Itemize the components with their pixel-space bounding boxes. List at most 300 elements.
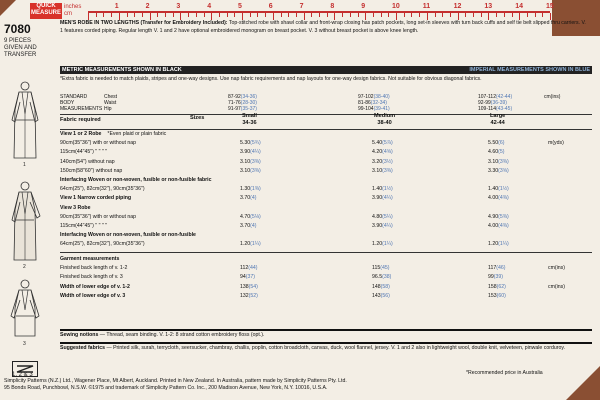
ruler-tick [165, 13, 166, 17]
size-small-range: 34-36 [242, 120, 257, 126]
ruler-tick [427, 13, 428, 20]
imperial-value: (3½) [382, 158, 393, 165]
value-cell [372, 293, 390, 300]
ruler-tick [250, 13, 251, 17]
unit-label: cm(ins) [548, 283, 566, 290]
figure-label-1: 1 [23, 162, 26, 168]
sewing-notions-text: — Thread, seam binding. V. 1-2: 8 strand cotton embroidery floss (opt.). [99, 332, 265, 338]
metric-value: 148 [372, 283, 381, 290]
value-cell [240, 241, 261, 248]
badge-bottom-text: MEASURE [30, 10, 61, 16]
pieces-line-1: 9 PIECES [4, 38, 32, 44]
metric-value: 3.90 [372, 223, 383, 229]
ruler-tick [304, 13, 305, 20]
value-cell [240, 195, 256, 202]
ruler-tick [358, 13, 359, 17]
value-cell [372, 223, 393, 230]
value-cell [372, 214, 393, 221]
suggested-fabrics-label: Suggested fabrics [60, 345, 105, 351]
bm-small-column [228, 94, 257, 113]
metric-value: 1.40 [488, 186, 499, 193]
ruler-tick [219, 13, 220, 17]
imperial-value: (58) [380, 283, 390, 290]
footer-price-note: *Recommended price in Australia [466, 370, 543, 376]
row-label-text: View 1 or 2 Robe [60, 131, 102, 137]
metric-value: 112 [240, 265, 249, 272]
value-cell [372, 274, 391, 281]
row-label-text: Interfacing Woven or non-woven, fusible or non-fusible fabric [60, 177, 212, 183]
imperial-value: (1⅜) [250, 186, 261, 193]
description [60, 20, 588, 35]
row-label [60, 241, 145, 248]
metric-value: 3.70 [240, 223, 251, 229]
row-label [60, 205, 90, 212]
metric-value: 4.90 [488, 213, 499, 220]
ruler-tick [196, 13, 197, 17]
pieces-info [4, 38, 37, 59]
measurement-bar [60, 66, 592, 74]
ruler-tick [311, 13, 312, 17]
imperial-value: (38) [382, 274, 392, 281]
imperial-value: (56) [380, 292, 390, 299]
ruler-tick [450, 13, 451, 17]
bm-medium-chest: 97-102 [358, 94, 374, 100]
value-cell [372, 284, 390, 291]
ruler-tick [473, 13, 474, 17]
imperial-value: (4¼) [250, 149, 261, 156]
separator-fabric-top [60, 129, 592, 130]
metric-value: 1.40 [372, 186, 383, 193]
ruler-tick [512, 13, 513, 17]
ruler-tick [535, 13, 536, 17]
metric-value: 94 [240, 274, 246, 281]
ruler-tick [550, 13, 551, 20]
ruler-tick [458, 13, 459, 20]
value-cell [488, 223, 509, 230]
ruler-tick [281, 13, 282, 17]
imperial-value: (4¼) [382, 223, 393, 229]
torn-corner-bottom-right [566, 366, 600, 400]
row-label-text: 90cm(35"36") with or without nap [60, 140, 137, 147]
bm-label-1: STANDARD [60, 94, 88, 100]
ruler-tick [150, 13, 151, 20]
value-cell [488, 293, 506, 300]
ruler-tick [157, 13, 158, 17]
ruler-tick [180, 13, 181, 20]
value-cell [488, 159, 509, 166]
imperial-value: (5⅛) [250, 213, 261, 220]
ruler-number: 15 [546, 3, 554, 10]
value-cell [240, 265, 258, 272]
imperial-value: (45) [380, 265, 390, 272]
metric-value: 117 [488, 265, 497, 272]
ruler-tick [134, 13, 135, 17]
bm-large-hip-in: (43-45) [495, 106, 513, 113]
row-label-text: 90cm(35"36") with or without nap [60, 213, 137, 220]
ruler-tick [103, 13, 104, 17]
imperial-value: (3⅜) [382, 167, 393, 174]
row-label-text: 64cm(25"), 82cm(32"), 90cm(35"36") [60, 241, 145, 248]
bm-large-chest-in: (42-44) [495, 94, 513, 100]
ruler-number: 12 [453, 3, 462, 10]
value-cell [240, 293, 258, 300]
metric-value: 3.10 [240, 167, 251, 174]
body-measurement-rows [104, 94, 117, 113]
metric-value: 5.30 [240, 140, 251, 147]
unit-label: m(yds) [548, 140, 564, 147]
ruler-tick [88, 13, 89, 20]
row-label [60, 149, 107, 156]
pieces-line-3: TRANSFER [4, 52, 37, 58]
imperial-value: (3⅜) [498, 158, 509, 165]
imperial-value: (4⅜) [498, 223, 509, 229]
bm-unit: cm(ins) [544, 94, 561, 100]
ruler-tick [227, 13, 228, 17]
ruler-tick [527, 13, 528, 17]
metric-value: 4.00 [488, 195, 499, 202]
bm-large-waist-in: (36-39) [490, 100, 507, 107]
imperial-value: (5¼) [382, 213, 393, 220]
value-cell [240, 140, 261, 147]
imperial-value: (1½) [498, 186, 509, 193]
value-cell [240, 214, 261, 221]
value-cell [488, 195, 509, 202]
bm-row-hip: Hip [104, 106, 112, 113]
ruler-tick [296, 13, 297, 17]
ruler-tick [350, 13, 351, 17]
separator-notions [60, 329, 592, 331]
separator-sizes [60, 114, 592, 115]
value-cell [372, 149, 393, 156]
bm-small-waist: 71-76 [228, 100, 241, 107]
size-large-header [490, 113, 505, 127]
ruler-tick [327, 13, 328, 17]
value-cell [488, 214, 509, 221]
value-cell [372, 195, 393, 202]
imperial-value: (1¼) [250, 241, 261, 248]
row-label-text: 115cm(44"45") " " " " [60, 149, 107, 156]
imperial-value: (39) [493, 274, 504, 281]
value-cell [240, 274, 255, 281]
imperial-value: (4¼) [382, 195, 393, 202]
bm-large-chest: 107-112 [478, 94, 496, 100]
value-cell [240, 168, 261, 175]
value-cell [372, 265, 390, 272]
size-medium-name: Medium [374, 113, 396, 119]
value-cell [372, 140, 393, 147]
row-label-text: View 3 Robe [60, 204, 91, 211]
ruler-tick [142, 13, 143, 17]
row-label [60, 168, 122, 175]
metric-value: 99 [488, 274, 494, 281]
value-cell [372, 241, 393, 248]
metric-value: 115 [372, 265, 381, 272]
ruler-number: 2 [145, 3, 150, 10]
ruler-number: 1 [114, 3, 119, 10]
ruler-tick [404, 13, 405, 17]
metric-value: 96.5 [372, 274, 383, 281]
value-cell [488, 149, 504, 156]
metric-value: 1.30 [240, 186, 251, 193]
bm-medium-column [358, 94, 390, 113]
ruler-tick [242, 13, 243, 20]
metric-value: 3.90 [240, 149, 251, 156]
metric-value: 5.50 [488, 140, 499, 147]
row-label [60, 177, 212, 184]
value-cell [488, 168, 509, 175]
measuring-ruler [30, 3, 552, 21]
ruler-units-cm: cm [64, 11, 72, 17]
bm-large-column [478, 94, 512, 113]
imperial-value: (62) [496, 283, 506, 290]
value-cell [488, 241, 509, 248]
row-label [60, 159, 115, 166]
ruler-tick [381, 13, 382, 17]
ruler-units [64, 4, 81, 18]
imperial-value: (4) [250, 195, 257, 202]
figure-label-2: 2 [23, 264, 26, 270]
imperial-value: (5) [498, 149, 505, 156]
ruler-tick [288, 13, 289, 17]
bm-medium-chest-in: (38-40) [373, 94, 390, 100]
ruler-tick [388, 13, 389, 17]
suggested-fabrics-text: — Printed silk, surah, terrycloth, seersucker, chambray, challis, poplin, cotton broadcloth, canvas, duck, wool flannel, jersey. V. 1 and 2 also in lightweight wool, double knit, velveteen, pinwale corduroy. [106, 345, 565, 351]
metric-value: 3.10 [372, 167, 383, 174]
ruler-tick [519, 13, 520, 20]
bm-small-chest-in: (34-36) [240, 94, 257, 100]
metric-value: 1.20 [372, 241, 383, 248]
size-large-range: 42-44 [490, 120, 505, 126]
imperial-value: (6) [498, 140, 505, 147]
ruler-tick [96, 13, 97, 17]
row-label [60, 284, 130, 291]
ruler-number: 5 [238, 3, 242, 10]
value-cell [372, 159, 393, 166]
bm-row-waist: Waist [104, 100, 117, 107]
ruler-tick [411, 13, 412, 17]
value-cell [488, 284, 506, 291]
imperial-value: (54) [248, 283, 258, 290]
metric-value: 3.20 [372, 158, 383, 165]
value-cell [372, 168, 393, 175]
row-label [60, 223, 107, 230]
value-cell [372, 186, 393, 193]
imperial-value: (5¾) [250, 140, 261, 147]
imperial-value: (3⅜) [250, 158, 261, 165]
metric-value: 1.20 [240, 241, 251, 248]
ruler-units-inches: inches [64, 4, 82, 10]
metric-value: 1.20 [488, 241, 499, 248]
ruler-tick [342, 13, 343, 17]
ruler-tick [204, 13, 205, 17]
imperial-value: (4) [250, 223, 257, 229]
ruler-tick [265, 13, 266, 17]
row-label [60, 293, 125, 300]
imperial-value: (46) [496, 265, 506, 272]
sewing-notions-label: Sewing notions [60, 332, 99, 338]
row-label [60, 265, 127, 272]
row-label [60, 131, 166, 138]
robe-figure-2 [8, 180, 44, 264]
ruler-tick [111, 13, 112, 17]
size-small-name: Small [242, 113, 257, 119]
row-label-text: 150cm(58"60") without nap [60, 167, 123, 174]
imperial-value: (37) [245, 274, 256, 281]
row-label-text: 115cm(44"45") " " " " [60, 223, 107, 229]
robe-figure-3 [8, 278, 44, 340]
value-cell [240, 186, 261, 193]
imperial-value: (1¼) [498, 241, 509, 248]
value-cell [488, 274, 503, 281]
row-label [60, 214, 136, 221]
ruler-tick [127, 13, 128, 17]
imperial-value: (4⅝) [382, 149, 393, 156]
ruler-number: 9 [361, 3, 366, 10]
bm-medium-waist: 81-86 [358, 100, 371, 107]
metric-value: 138 [240, 283, 249, 290]
bm-medium-waist-in: (32-34) [370, 100, 387, 107]
badge-top-text: QUICK [36, 3, 56, 9]
fabric-note: *Extra fabric is needed to match plaids, stripes and one-way designs. Use nap fabric requirements and nap layouts for one-way design fabrics. Not suitable for obvious diagonal fabrics. [60, 76, 482, 82]
value-cell [488, 140, 504, 147]
ruler-tick [465, 13, 466, 17]
footer-line-1: Simplicity Patterns (N.Z.) Ltd., Wagener Place, Mt Albert, Auckland. Printed in New Zealand. In Australia, pattern made by Simplicity Patterns Pty. Ltd. [4, 378, 347, 384]
size-medium-range: 38-40 [377, 120, 392, 126]
imperial-value: (52) [248, 292, 258, 299]
metric-value: 132 [240, 292, 249, 299]
footer-publisher [4, 378, 444, 391]
ruler-tick [257, 13, 258, 17]
row-label-text: Finished back length of v. 3 [60, 274, 123, 281]
ruler-tick [188, 13, 189, 17]
bm-small-waist-in: (28-30) [240, 100, 257, 107]
ruler-number: 3 [176, 3, 181, 10]
bm-large-waist: 92-99 [478, 100, 491, 107]
robe-figure-1 [8, 80, 42, 162]
imperial-value: (1½) [382, 186, 393, 193]
ruler-tick [504, 13, 505, 17]
value-cell [240, 149, 261, 156]
row-label-text: 140cm(54") without nap [60, 158, 115, 165]
metric-value: 153 [488, 292, 497, 299]
body-measurements-label [60, 94, 102, 113]
row-label-text: Finished back length of v. 1-2 [60, 265, 128, 272]
ruler-number: 6 [268, 3, 273, 10]
views-label: 1, 2 & 3 [12, 372, 33, 378]
metric-value: 3.10 [488, 158, 499, 165]
ruler-number: 4 [207, 3, 212, 10]
bm-medium-hip: 99-104 [358, 106, 374, 113]
bm-label-3: MEASUREMENTS [60, 106, 103, 113]
ruler-number: 11 [422, 3, 431, 10]
bm-medium-hip-in: (39-41) [373, 106, 390, 113]
row-label-text: Width of lower edge of v. 3 [60, 292, 126, 299]
value-cell [240, 223, 256, 230]
value-cell [240, 159, 261, 166]
imperial-value: (5⅞) [382, 140, 393, 147]
metric-value: 4.60 [488, 149, 499, 156]
unit-label: cm(ins) [548, 265, 566, 272]
pieces-line-2: GIVEN AND [4, 45, 37, 51]
ruler-tick [396, 13, 397, 20]
ruler-tick [173, 13, 174, 17]
value-cell [488, 186, 509, 193]
imperial-value: (1¼) [382, 241, 393, 248]
ruler-tick [319, 13, 320, 17]
metric-value: 3.30 [488, 167, 499, 174]
imperial-value: (44) [248, 265, 258, 272]
pattern-number: 7080 [4, 22, 31, 36]
bm-small-hip: 91-97 [228, 106, 241, 113]
size-small-header [242, 113, 257, 127]
ruler-tick [442, 13, 443, 17]
ruler-tick [435, 13, 436, 17]
imperial-value: (4⅜) [498, 195, 509, 202]
metric-value: 3.90 [372, 195, 383, 202]
metric-note: METRIC MEASUREMENTS SHOWN IN BLACK [62, 67, 182, 73]
size-medium-header [374, 113, 395, 127]
description-title: MEN'S ROBE IN TWO LENGTHS (Transfer for Embroidery Included): [60, 20, 228, 26]
metric-value: 5.40 [372, 140, 383, 147]
metric-value: 3.70 [240, 195, 251, 202]
ruler-number: 13 [484, 3, 493, 10]
ruler-tick [334, 13, 335, 20]
torn-corner-top-left [0, 0, 16, 16]
sizes-label: Sizes [190, 115, 205, 121]
bm-row-chest: Chest [104, 94, 118, 100]
row-label [60, 186, 145, 193]
separator-fabrics [60, 342, 592, 344]
ruler-number: 7 [299, 3, 304, 10]
quick-measure-badge [30, 3, 62, 19]
ruler-tick [419, 13, 420, 17]
bm-small-chest: 87-92 [228, 94, 241, 100]
row-label-text: Garment measurements [60, 256, 120, 262]
figure-label-3: 3 [23, 341, 26, 347]
ruler-number: 8 [330, 3, 335, 10]
imperial-value: (3⅜) [250, 167, 261, 174]
row-extra-text: *Even plaid or plain fabric [107, 131, 167, 137]
bm-small-hip-in: (35-37) [240, 106, 257, 113]
metric-value: 4.20 [372, 149, 383, 156]
size-large-name: Large [490, 113, 506, 119]
imperial-note: IMPERIAL MEASUREMENTS SHOWN IN BLUE [469, 67, 590, 73]
row-label-text: View 1 Narrow corded piping [60, 195, 132, 202]
ruler-tick [373, 13, 374, 17]
imperial-value: (60) [496, 292, 506, 299]
ruler-number: 14 [515, 3, 523, 10]
sewing-notions [60, 332, 592, 339]
metric-value: 4.00 [488, 223, 499, 229]
ruler-tick [234, 13, 235, 17]
row-label [60, 195, 131, 202]
separator-garment [60, 252, 592, 253]
description-text: Top-stitched robe with shawl collar and front-wrap closing has patch pockets, long set-in sleeves with turn back cuffs and self tie belt slipped thru carriers. V. 1 features corded piping. Regular length V. 1 and 2 have optional embroidered monogram on breast pocket. V. 3 without breast pocket is above knee length. [60, 20, 586, 34]
ruler-tick [496, 13, 497, 17]
ruler-tick [542, 13, 543, 17]
metric-value: 143 [372, 292, 381, 299]
imperial-value: (5⅜) [498, 213, 509, 220]
row-label [60, 232, 196, 239]
row-label-text: Interfacing Woven or non-woven, fusible or non-fusible [60, 232, 196, 239]
footer-line-2: 95 Bonds Road, Punchbowl, N.S.W. ©1975 and trademark of Simplicity Pattern Co. Inc., 200 Madison Avenue, New York, N.Y. 10016, U.S.A. [4, 384, 328, 391]
value-cell [488, 265, 506, 272]
bm-label-2: BODY [60, 100, 75, 107]
ruler-number: 10 [392, 3, 400, 10]
metric-value: 4.80 [372, 213, 383, 220]
ruler-tick [119, 13, 120, 20]
bm-large-hip: 109-114 [478, 106, 496, 113]
